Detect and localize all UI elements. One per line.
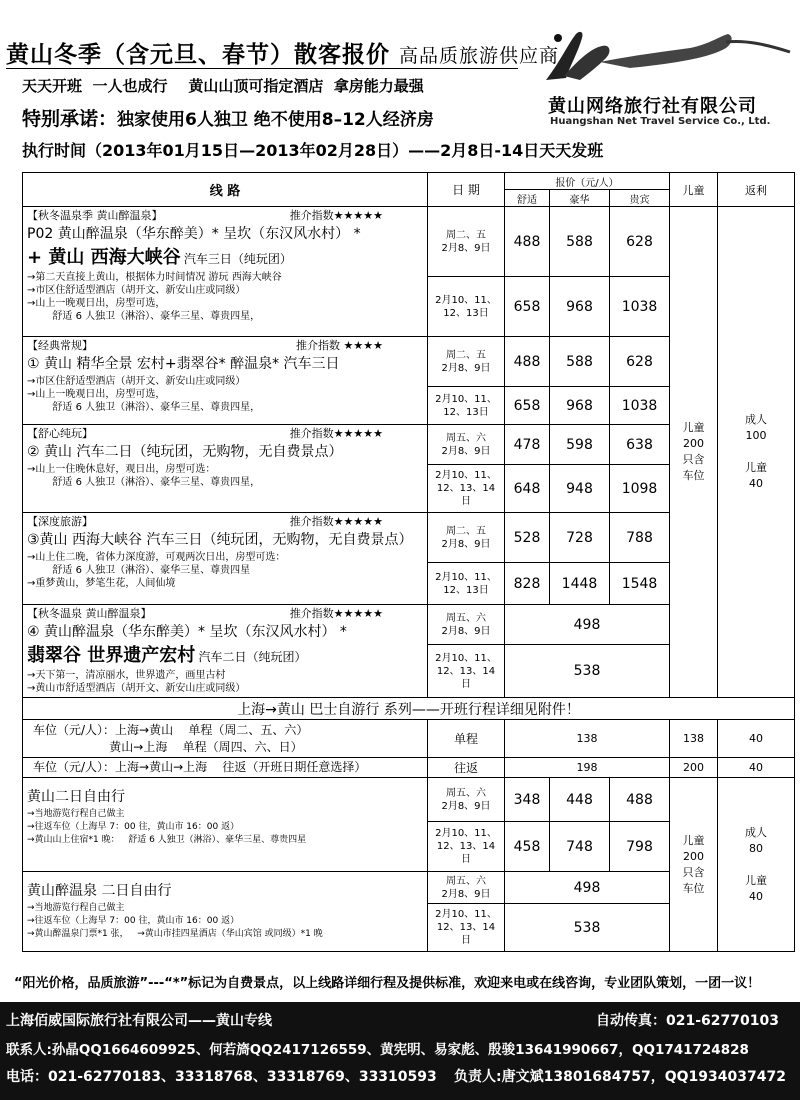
price-comfort: 458	[505, 822, 550, 872]
route-notes: →山上住二晚，省体力深度游，可观两次日出，房型可选： 舒适 6 人独卫（淋浴）、豪华三星、尊贵四星 →重梦黄山，梦笔生花，人间仙境	[27, 552, 286, 589]
route-tag: 【舒心纯玩】	[27, 427, 93, 440]
table-row	[23, 207, 795, 277]
price-luxury: 598	[550, 425, 610, 465]
bus-row-child: 138	[670, 720, 718, 758]
price-merged: 498	[505, 605, 670, 645]
rebate-group1: 成人 100 儿童 40	[718, 207, 795, 698]
bus-row-text: 车位（元/人）：上海→黄山 单程（周二、五、六） 黄山→上海 单程（周四、六、日）	[23, 720, 428, 758]
price-luxury: 748	[550, 822, 610, 872]
route-title: P02 黄山醉温泉（华东醉美）* 呈坎（东汉风水村） *	[27, 226, 361, 242]
price-luxury: 968	[550, 277, 610, 337]
special-promise	[22, 104, 434, 131]
date-cell: 周五、六 2月8、9日	[428, 872, 505, 904]
date-cell: 2月10、11、 12、13、14 日	[428, 645, 505, 698]
bus-row-price: 198	[505, 758, 670, 778]
price-vip: 1098	[610, 465, 670, 513]
rebate-group2: 成人 80 儿童 40	[718, 778, 795, 952]
col-date: 日 期	[428, 173, 505, 207]
col-luxury: 豪华	[550, 190, 610, 207]
price-comfort: 648	[505, 465, 550, 513]
route-stars: 推介指数★★★★★	[289, 209, 383, 222]
route-notes: →山上一住晚休息好，观日出，房型可选： 舒适 6 人独卫（淋浴）、豪华三星、尊贵四星，	[27, 464, 261, 488]
bus-series-title: 上海→黄山 巴士自游行 系列——开班行程详细见附件！	[23, 698, 795, 720]
price-vip: 1548	[610, 563, 670, 605]
price-comfort: 828	[505, 563, 550, 605]
company-logo	[540, 22, 796, 142]
price-luxury: 728	[550, 513, 610, 563]
route-stars: 推介指数 ★★★★	[296, 339, 383, 352]
child-price-group1: 儿童 200 只含 车位	[670, 207, 718, 698]
route-title: 黄山醉温泉 二日自由行	[27, 883, 172, 899]
route-highlight: 翡翠谷 世界遗产宏村	[27, 645, 196, 666]
date-cell: 2月10、11、 12、13、14 日	[428, 822, 505, 872]
price-comfort: 658	[505, 277, 550, 337]
agency-name: 上海佰威国际旅行社有限公司——黄山专线	[6, 1013, 272, 1029]
route-title: ② 黄山 汽车二日（纯玩团，无购物，无自费景点）	[27, 444, 343, 460]
execution-period: 执行时间（2013年01月15日—2013年02月28日）——2月8日-14日天天发班	[22, 141, 604, 160]
promise-label: 特别承诺：	[22, 108, 118, 130]
date-cell: 周二、五 2月8、9日	[428, 513, 505, 563]
bus-row-text: 车位（元/人）：上海→黄山→上海 往返（开班日期任意选择）	[23, 758, 428, 778]
route-cell	[23, 778, 428, 872]
price-comfort: 488	[505, 337, 550, 387]
col-price-group: 报价（元/人）	[505, 173, 670, 190]
date-cell: 2月10、11、 12、13日	[428, 277, 505, 337]
price-comfort: 478	[505, 425, 550, 465]
price-comfort: 348	[505, 778, 550, 822]
date-cell: 2月10、11、 12、13、14 日	[428, 465, 505, 513]
date-cell: 周五、六 2月8、9日	[428, 425, 505, 465]
contact-footer	[0, 1002, 800, 1100]
price-vip: 798	[610, 822, 670, 872]
bus-row-type: 往返	[428, 758, 505, 778]
col-vip: 贵宾	[610, 190, 670, 207]
price-vip: 628	[610, 207, 670, 277]
date-cell: 周二、五 2月8、9日	[428, 337, 505, 387]
route-tag: 【经典常规】	[27, 339, 93, 352]
price-luxury: 968	[550, 387, 610, 425]
table-row	[23, 720, 795, 758]
page-title: 黄山冬季（含元旦、春节）散客报价 高品质旅游供应商	[6, 42, 560, 68]
route-title: ④ 黄山醉温泉（华东醉美）* 呈坎（东汉风水村） *	[27, 624, 347, 640]
route-stars: 推介指数★★★★★	[289, 515, 383, 528]
page-subtitle: 高品质旅游供应商	[399, 45, 560, 67]
date-cell: 周五、六 2月8、9日	[428, 605, 505, 645]
company-name-en: Huangshan Net Travel Service Co., Ltd.	[550, 116, 771, 127]
date-cell: 2月10、11、 12、13日	[428, 563, 505, 605]
price-vip: 638	[610, 425, 670, 465]
price-comfort: 488	[505, 207, 550, 277]
header-divider	[6, 68, 518, 69]
route-notes: →当地游览行程自己做主 →往返车位（上海早 7：00 往，黄山市 16：00 返） →黄山山上住宿*1 晚： 舒适 6 人独卫（淋浴）、豪华三星、尊贵四星	[27, 809, 307, 845]
route-stars: 推介指数★★★★★	[289, 427, 383, 440]
price-vip: 628	[610, 337, 670, 387]
route-cell	[23, 207, 428, 337]
price-vip: 488	[610, 778, 670, 822]
col-child: 儿童	[670, 173, 718, 207]
route-notes: →市区住舒适型酒店（胡开文、新安山庄或同级） →山上一晚观日出，房型可选， 舒适 6 人独卫（淋浴）、豪华三星、尊贵四星，	[27, 376, 261, 413]
col-comfort: 舒适	[505, 190, 550, 207]
date-cell: 2月10、11、 12、13、14 日	[428, 904, 505, 952]
fax-number: 自动传真：021-62770103	[596, 1013, 779, 1029]
date-cell: 周二、五 2月8、9日	[428, 207, 505, 277]
mountain-brush-logo-icon	[540, 22, 796, 92]
route-stars: 推介指数★★★★★	[289, 607, 383, 620]
price-vip: 1038	[610, 387, 670, 425]
route-title: 黄山二日自由行	[27, 789, 125, 805]
route-cell	[23, 337, 428, 425]
bus-row-rebate: 40	[718, 720, 795, 758]
route-tag: 【秋冬温泉季 黄山醉温泉】	[27, 209, 163, 222]
manager-contact: 负责人:唐文斌13801684757，QQ1934037472	[454, 1069, 786, 1085]
price-comfort: 658	[505, 387, 550, 425]
route-cell	[23, 513, 428, 605]
price-merged: 498	[505, 872, 670, 904]
price-luxury: 948	[550, 465, 610, 513]
bus-row-rebate: 40	[718, 758, 795, 778]
route-tag: 【深度旅游】	[27, 515, 93, 528]
price-luxury: 1448	[550, 563, 610, 605]
route-notes: →天下第一，清凉丽水，世界遗产，画里古村 →黄山市舒适型酒店（胡开文、新安山庄或同级）	[27, 670, 246, 694]
phone-numbers: 电话：021-62770183、33318768、33318769、33310593	[6, 1069, 437, 1085]
price-luxury: 588	[550, 337, 610, 387]
price-merged: 538	[505, 645, 670, 698]
price-comfort: 528	[505, 513, 550, 563]
promise-text: 独家使用6人独卫 绝不使用8–12人经济房	[117, 110, 434, 130]
col-rebate: 返利	[718, 173, 795, 207]
date-cell: 周五、六 2月8、9日	[428, 778, 505, 822]
route-notes: →当地游览行程自己做主 →往返车位（上海早 7：00 往，黄山市 16：00 返） →黄山醉温泉门票*1 张， →黄山市挂四星酒店（华山宾馆 或同级）*1 晚	[27, 903, 323, 939]
route-duration: 汽车二日（纯玩团）	[198, 650, 307, 664]
price-luxury: 588	[550, 207, 610, 277]
date-cell: 2月10、11、 12、13日	[428, 387, 505, 425]
table-row	[23, 698, 795, 720]
col-route: 线 路	[23, 173, 428, 207]
child-price-group2: 儿童 200 只含 车位	[670, 778, 718, 952]
price-vip: 788	[610, 513, 670, 563]
route-highlight: + 黄山 西海大峡谷	[27, 247, 181, 268]
bus-row-price: 138	[505, 720, 670, 758]
route-cell	[23, 425, 428, 513]
price-vip: 1038	[610, 277, 670, 337]
bus-row-child: 200	[670, 758, 718, 778]
route-cell	[23, 605, 428, 698]
footer-note: “阳光价格，品质旅游”---“*”标记为自费景点，以上线路详细行程及提供标准，欢迎来电或在线咨询，专业团队策划，一团一议！	[14, 976, 761, 991]
company-name-cn: 黄山网络旅行社有限公司	[548, 96, 757, 117]
route-title: ③黄山 西海大峡谷 汽车三日（纯玩团，无购物，无自费景点）	[27, 532, 413, 548]
table-row	[23, 778, 795, 822]
route-title: ① 黄山 精华全景 宏村+翡翠谷* 醉温泉* 汽车三日	[27, 356, 340, 372]
promo-line: 天天开班 一人也成行 黄山山顶可指定酒店 拿房能力最强	[22, 77, 424, 95]
table-row	[23, 758, 795, 778]
route-tag: 【秋冬温泉 黄山醉温泉】	[27, 607, 152, 620]
contact-persons: 联系人:孙晶QQ1664609925、何若旖QQ2417126559、黄宪明、易家彪、殷骏13641990667，QQ1741724828	[6, 1042, 749, 1058]
route-notes: →第二天直接上黄山，根据体力时间情况 游玩 西海大峡谷 →市区住舒适型酒店（胡开文、新安山庄或同级） →山上一晚观日出，房型可选， 舒适 6 人独卫（淋浴）、豪华三星、尊贵四星，	[27, 272, 282, 322]
price-table	[22, 172, 795, 952]
price-merged: 538	[505, 904, 670, 952]
route-duration: 汽车三日（纯玩团）	[183, 252, 292, 266]
route-cell	[23, 872, 428, 952]
price-luxury: 448	[550, 778, 610, 822]
bus-row-type: 单程	[428, 720, 505, 758]
